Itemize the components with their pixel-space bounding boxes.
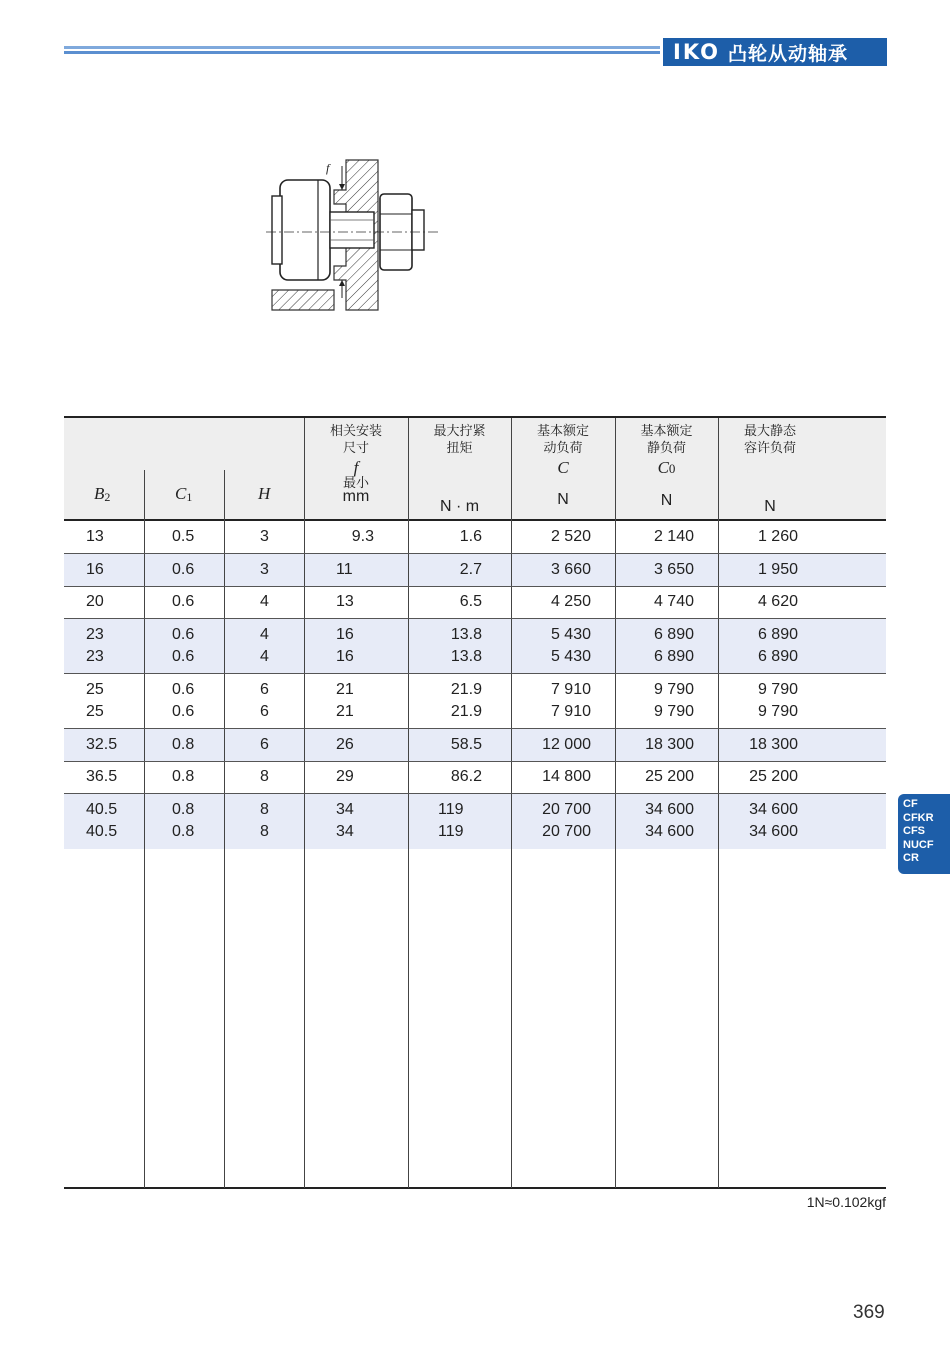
table-cell: 4 — [260, 593, 269, 610]
spec-table — [64, 416, 886, 1190]
table-cell: 8 — [260, 823, 269, 840]
table-cell: 34 — [336, 800, 354, 818]
table-cell: 4 250 — [550, 593, 591, 610]
table-cell: 29 — [336, 768, 354, 785]
table-cell: 9 790 — [653, 703, 694, 720]
series-side-tab[interactable] — [898, 794, 950, 874]
table-cell: 13 — [336, 593, 354, 610]
table-cell: 0.6 — [172, 648, 195, 665]
table-cell: 0.6 — [172, 560, 195, 578]
side-tab-item: CFKR — [903, 811, 934, 824]
table-cell: 20 700 — [542, 800, 591, 818]
col-f-header: 相关安装 尺寸 f 最小 mm — [329, 423, 382, 505]
table-cell: 0.6 — [172, 680, 195, 698]
table-cell: 34 600 — [749, 823, 798, 840]
section-title: 凸轮从动轴承 — [728, 43, 849, 65]
header-rule — [64, 44, 660, 56]
side-tab-item: CF — [903, 798, 918, 810]
table-cell: 6 890 — [653, 625, 694, 643]
table-cell: 13.8 — [450, 648, 482, 665]
table-cell: 14 800 — [542, 768, 591, 785]
table-cell: 1 260 — [757, 528, 798, 545]
table-cell: 119 — [438, 800, 464, 818]
table-cell: 7 910 — [550, 680, 591, 698]
table-cell: 25 — [86, 703, 104, 720]
table-cell: 6 890 — [757, 625, 798, 643]
table-cell: 21 — [336, 703, 354, 720]
table-cell: 6 890 — [757, 648, 798, 665]
table-cell: 40.5 — [86, 823, 118, 840]
table-cell: 3 — [260, 528, 269, 545]
table-cell: 8 — [260, 768, 269, 785]
table-cell: 36.5 — [86, 768, 118, 785]
table-cell: 26 — [336, 735, 354, 753]
table-cell: 5 430 — [550, 625, 591, 643]
table-cell: 0.8 — [172, 735, 195, 753]
table-cell: 4 740 — [653, 593, 694, 610]
table-cell: 32.5 — [86, 735, 118, 753]
table-cell: 6 — [260, 680, 269, 698]
col-c0-header: 基本额定 静负荷 C0 N — [640, 423, 693, 509]
table-cell: 3 660 — [550, 560, 591, 578]
table-cell: 16 — [86, 560, 104, 578]
table-cell: 9 790 — [653, 680, 694, 698]
side-tab-item: CR — [903, 852, 919, 864]
side-tab-item: CFS — [903, 825, 925, 837]
table-cell: 119 — [438, 823, 464, 840]
col-c-header: 基本额定 动负荷 C N — [536, 423, 589, 508]
table-cell: 0.6 — [172, 593, 195, 610]
table-cell: 9 790 — [757, 703, 798, 720]
table-cell: 0.5 — [172, 528, 195, 545]
table-cell: 20 700 — [542, 823, 591, 840]
table-cell: 86.2 — [450, 768, 482, 785]
col-torque-header: 最大拧紧 扭矩 N · m — [433, 423, 486, 515]
table-cell: 34 600 — [645, 800, 694, 818]
unit-conversion-note: 1N≈0.102kgf — [806, 1194, 886, 1210]
table-cell: 16 — [336, 625, 354, 643]
col-static-header: 最大静态 容许负荷 N — [743, 423, 796, 515]
table-cell: 0.8 — [172, 823, 195, 840]
table-cell: 40.5 — [86, 800, 118, 818]
table-cell: 12 000 — [542, 735, 591, 753]
table-cell: 18 300 — [645, 735, 694, 753]
table-cell: 9.3 — [351, 528, 374, 545]
table-cell: 34 — [336, 823, 354, 840]
mounting-diagram — [262, 158, 442, 314]
col-b2-header: $B_2$ — [94, 484, 111, 504]
table-cell: 23 — [86, 648, 104, 665]
table-cell: 20 — [86, 593, 104, 610]
table-cell: 21 — [336, 680, 354, 698]
table-cell: 0.6 — [172, 703, 195, 720]
table-cell: 13.8 — [450, 625, 482, 643]
table-cell: 21.9 — [450, 680, 482, 698]
table-cell: 7 910 — [550, 703, 591, 720]
table-cell: 4 620 — [757, 593, 798, 610]
table-cell: 6 890 — [653, 648, 694, 665]
table-cell: 4 — [260, 625, 269, 643]
table-cell: 34 600 — [645, 823, 694, 840]
table-cell: 3 650 — [653, 560, 694, 578]
table-cell: 11 — [336, 560, 353, 578]
table-cell: 0.8 — [172, 768, 195, 785]
col-h-header: H — [258, 484, 271, 503]
table-cell: 21.9 — [450, 703, 482, 720]
dimension-f-label: f — [326, 161, 330, 175]
table-cell: 25 200 — [645, 768, 694, 785]
brand-banner — [663, 38, 887, 66]
table-cell: 3 — [260, 560, 269, 578]
table-cell: 2 140 — [653, 528, 694, 545]
iko-logo: IKO — [673, 40, 720, 64]
table-cell: 6 — [260, 735, 269, 753]
table-cell: 2 520 — [550, 528, 591, 545]
table-cell: 5 430 — [550, 648, 591, 665]
table-cell: 6 — [260, 703, 269, 720]
table-cell: 0.6 — [172, 625, 195, 643]
table-cell: 23 — [86, 625, 104, 643]
table-cell: 0.8 — [172, 800, 195, 818]
table-cell: 16 — [336, 648, 354, 665]
table-cell: 34 600 — [749, 800, 798, 818]
page-number: 369 — [853, 1302, 885, 1323]
table-cell: 13 — [86, 528, 104, 545]
table-cell: 2.7 — [459, 560, 482, 578]
side-tab-item: NUCF — [903, 838, 934, 851]
table-cell: 25 — [86, 680, 104, 698]
table-cell: 1.6 — [459, 528, 482, 545]
table-cell: 1 950 — [757, 560, 798, 578]
table-cell: 6.5 — [459, 593, 482, 610]
col-c1-header: $C_1$ — [175, 484, 193, 504]
table-cell: 58.5 — [450, 735, 482, 753]
table-cell: 9 790 — [757, 680, 798, 698]
table-cell: 4 — [260, 648, 269, 665]
table-cell: 8 — [260, 800, 269, 818]
table-cell: 18 300 — [749, 735, 798, 753]
table-cell: 25 200 — [749, 768, 798, 785]
